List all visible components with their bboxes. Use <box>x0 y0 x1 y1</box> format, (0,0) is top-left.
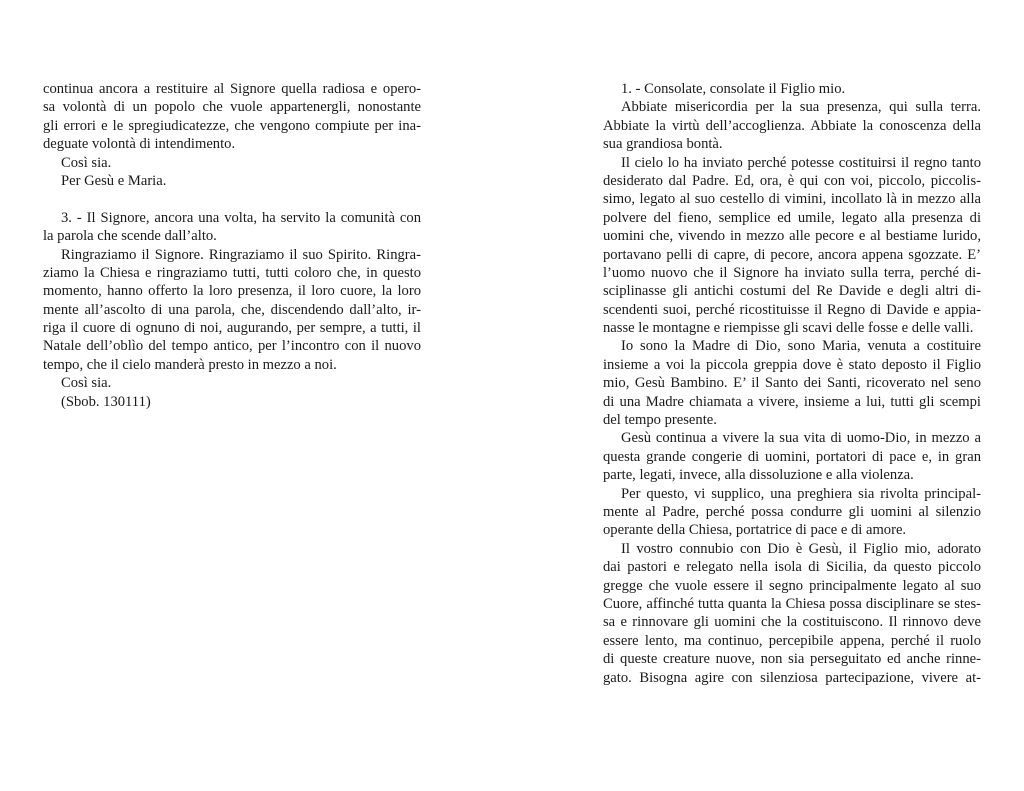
text-line: dai pastori e relegato nella isola di Sicilia, da questo piccolo <box>603 559 981 576</box>
text-line: gli errori e le spregiudicatezze, che vengono compiute per ina- <box>43 117 421 134</box>
text-line: ziamo la Chiesa e ringraziamo tutti, tutti coloro che, in questo <box>43 264 421 281</box>
text-line: Il vostro connubio con Dio è Gesù, il Figlio mio, adorato <box>621 540 981 557</box>
text-line: riga il cuore di ognuno di noi, augurando, per sempre, a tutti, il <box>43 320 421 337</box>
left-page <box>43 80 421 411</box>
text-line: insieme a voi la piccola greppia dove è stato deposto il Figlio <box>603 356 981 373</box>
text-line: mente all’ascolto di una parola, che, discendendo dall’alto, ir- <box>43 301 421 318</box>
text-line: parte, legati, invece, alla dissoluzione e alla violenza. <box>603 467 914 484</box>
text-line: deguate volontà di intendimento. <box>43 136 236 153</box>
text-line: sciplinasse gli antichi costumi del Re Davide e degli altri di- <box>603 283 981 300</box>
text-line: (Sbob. 130111) <box>61 393 151 410</box>
text-line: simo, legato al suo cestello di vimini, incollato là in mezzo alla <box>603 191 981 208</box>
text-line: mio, Gesù Bambino. E’ il Santo dei Santi, ricoverato nel seno <box>603 375 981 392</box>
text-line: sa e rinnovare gli uomini che la costituiscono. Il rinnovo deve <box>603 614 981 631</box>
text-line: Così sia. <box>61 375 112 392</box>
text-line: questa grande congerie di uomini, portatori di pace e, in gran <box>603 448 981 465</box>
text-line: 1. - Consolate, consolate il Figlio mio. <box>621 81 846 97</box>
text-line: essere lento, ma continuo, percepibile appena, perché il ruolo <box>603 632 981 649</box>
text-line: continua ancora a restituire al Signore quella radiosa e opero- <box>43 81 421 97</box>
text-line: Ringraziamo il Signore. Ringraziamo il suo Spirito. Ringra- <box>61 246 421 263</box>
text-line: Cuore, affinché tutta quanta la Chiesa possa disciplinare se stes- <box>603 595 981 612</box>
text-line: momento, hanno offerto la loro presenza, il loro cuore, la loro <box>43 283 421 300</box>
text-line: del tempo presente. <box>603 412 717 429</box>
text-line: polvere del fieno, semplice ed umile, legato alla presenza di <box>603 209 981 226</box>
text-line: tempo, che il cielo manderà presto in mezzo a noi. <box>43 356 337 373</box>
text-line: Il cielo lo ha inviato perché potesse costituirsi il regno tanto <box>621 154 981 171</box>
text-line: Abbiate la virtù dell’accoglienza. Abbiate la conoscenza della <box>603 117 981 134</box>
text-line: Per questo, vi supplico, una preghiera sia rivolta principal- <box>621 485 981 502</box>
text-line: 3. - Il Signore, ancora una volta, ha servito la comunità con <box>61 209 421 226</box>
text-line: sua grandiosa bontà. <box>603 136 723 153</box>
text-line: Natale dell’oblìo del tempo antico, per l’incontro con il nuovo <box>43 338 421 355</box>
text-line: gato. Bisogna agire con silenziosa partecipazione, vivere at- <box>603 669 981 686</box>
text-line: operante della Chiesa, portatrice di pace e di amore. <box>603 522 907 539</box>
text-line: Io sono la Madre di Dio, sono Maria, venuta a costituire <box>621 338 981 355</box>
text-line: scendenti suoi, perché ricostituisse il Regno di Davide e appia- <box>603 301 981 318</box>
text-line: sa volontà di un popolo che vuole appartenergli, nonostante <box>43 99 421 116</box>
text-line: Per Gesù e Maria. <box>61 172 167 189</box>
text-line: gregge che vuole essere il segno principalmente legato al suo <box>603 577 981 594</box>
text-line: di queste creature nuove, non sia perseguitato ed anche rinne- <box>603 651 981 668</box>
text-line: portavano pelli di capre, di pecore, ancora appena sgozzate. E’ <box>603 246 981 263</box>
text-line: Così sia. <box>61 154 112 171</box>
text-line: Gesù continua a vivere la sua vita di uomo-Dio, in mezzo a <box>621 430 981 447</box>
text-line: l’uomo nuovo che il Signore ha inviato sulla terra, perché di- <box>603 264 981 281</box>
right-page <box>603 80 981 687</box>
blank-line <box>43 190 421 208</box>
text-line: uomini che, vivendo in mezzo alle pecore e al bestiame lurido, <box>603 228 981 245</box>
text-line: nasse le montagne e riempisse gli scavi delle fosse e delle valli. <box>603 320 974 337</box>
text-line: desiderato dal Padre. Ed, ora, è qui con voi, piccolo, piccolis- <box>603 172 981 189</box>
text-line: di una Madre chiamata a vivere, insieme a lui, tutti gli scempi <box>603 393 981 410</box>
text-line: Abbiate misericordia per la sua presenza, qui sulla terra. <box>621 99 981 116</box>
text-line: mente al Padre, perché possa condurre gli uomini al silenzio <box>603 503 981 520</box>
text-line: la parola che scende dall’alto. <box>43 228 217 245</box>
